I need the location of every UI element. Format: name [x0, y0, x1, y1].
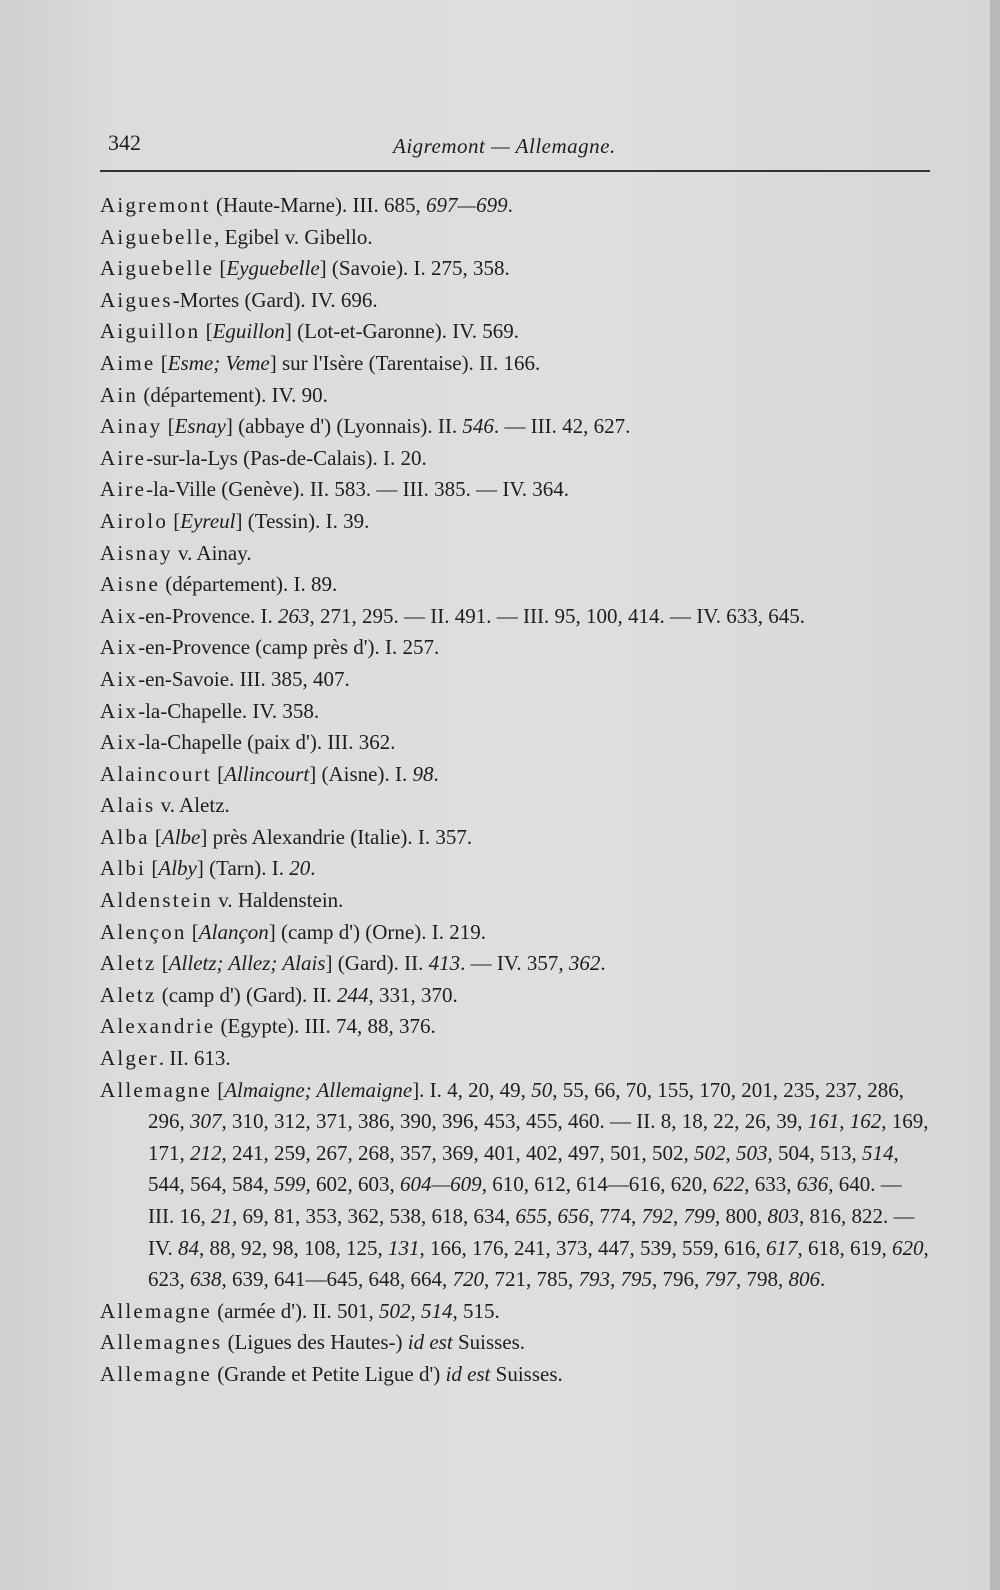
index-entry — [100, 443, 930, 475]
entry-headword: Aiguebelle — [100, 256, 215, 281]
entry-italic-text: 263 — [278, 603, 310, 628]
entry-text: [ — [156, 951, 169, 976]
entry-text: , 602, 603, — [305, 1172, 400, 1197]
entry-text: -en-Savoie. III. 385, 407. — [138, 666, 350, 691]
entry-italic-text: 502 — [694, 1140, 726, 1165]
entry-italic-text: 636 — [796, 1172, 829, 1197]
entry-headword: Alger — [100, 1046, 159, 1071]
entry-text: ] (Tarn). I. — [196, 856, 290, 881]
entry-text: . II. 613. — [158, 1046, 231, 1071]
entry-italic-text: Albe — [161, 824, 201, 849]
entry-text: -la-Ville (Genève). II. 583. — III. 385. — IV. 364. — [146, 477, 570, 502]
index-entry — [100, 980, 930, 1012]
entry-text: . — [600, 951, 606, 976]
entry-text: . — [507, 193, 513, 217]
index-entry — [100, 727, 930, 759]
entry-headword: Alexandrie — [100, 1014, 216, 1039]
entry-headword: Alaincourt — [100, 761, 212, 786]
entry-italic-text: 792 — [641, 1204, 673, 1228]
entry-italic-text: 362 — [568, 951, 601, 976]
entry-headword: Aletz — [100, 951, 157, 976]
entry-text: [ — [168, 508, 181, 533]
entry-italic-text: 244 — [336, 982, 369, 1007]
entry-italic-text: 803 — [767, 1204, 799, 1228]
entry-text: ] (Savoie). I. 275, 358. — [319, 256, 510, 281]
header-rule — [100, 170, 930, 172]
entry-headword: Alençon — [100, 919, 187, 944]
entry-text: , 544, 564, 584, — [148, 1140, 899, 1197]
entry-text: , — [725, 1140, 736, 1165]
entry-text: , 69, 81, 353, 362, 538, 618, 634, — [231, 1204, 516, 1228]
entry-text: , 618, 619, — [797, 1235, 892, 1260]
entry-italic-text: Alby — [158, 856, 197, 881]
entry-text: (armée d'). II. 501, — [211, 1298, 379, 1323]
entry-italic-text: 413 — [428, 951, 461, 976]
entry-text: , 331, 370. — [368, 982, 458, 1007]
entry-text: -en-Provence (camp près d'). I. 257. — [138, 635, 440, 660]
page-edge — [990, 0, 1000, 1590]
entry-text: [ — [214, 256, 227, 281]
index-entry — [100, 569, 930, 601]
entry-text: [ — [211, 761, 225, 786]
entry-text: v. Haldenstein. — [212, 888, 344, 913]
entry-italic-text: 21 — [210, 1204, 232, 1228]
index-entry — [100, 1359, 930, 1391]
entry-text: , 816, 822. — IV. — [148, 1204, 915, 1260]
entry-italic-text: 799 — [683, 1204, 715, 1228]
index-entry — [100, 190, 930, 222]
entry-text: ] près Alexandrie (Italie). I. 357. — [200, 824, 473, 849]
index-entry — [100, 506, 930, 538]
entry-italic-text: 795 — [620, 1267, 652, 1292]
index-entry — [100, 348, 930, 380]
index-entry — [100, 316, 930, 348]
entry-text: (département). I. 89. — [160, 572, 338, 597]
entry-text: , — [672, 1204, 684, 1228]
entry-italic-text: 514 — [420, 1298, 453, 1323]
entry-text: ] (Aisne). I. — [309, 761, 413, 786]
entry-text: , 798, — [736, 1267, 789, 1292]
index-entries — [100, 190, 930, 1391]
entry-text: ] sur l'Isère (Tarentaise). II. 166. — [269, 350, 541, 375]
entry-italic-text: 50 — [531, 1077, 553, 1102]
entry-text: (département). IV. 90. — [138, 382, 328, 407]
entry-italic-text: Esme; Veme — [167, 350, 270, 375]
entry-italic-text: 162 — [849, 1109, 882, 1134]
entry-text: , 633, — [744, 1172, 797, 1197]
index-entry — [100, 474, 930, 506]
entry-text: -sur-la-Lys (Pas-de-Calais). I. 20. — [146, 445, 427, 470]
entry-italic-text: Eyreul — [180, 508, 236, 533]
entry-text: (Egypte). III. 74, 88, 376. — [215, 1014, 436, 1039]
entry-italic-text: 84 — [177, 1235, 199, 1260]
entry-headword: Aigremont — [100, 193, 211, 217]
entry-italic-text: 212 — [190, 1140, 222, 1165]
index-entry — [100, 380, 930, 412]
entry-italic-text: Alançon — [198, 919, 269, 944]
entry-text: [ — [186, 919, 199, 944]
entry-headword: Airolo — [100, 508, 169, 533]
entry-text: , — [410, 1298, 421, 1323]
entry-headword: Aix — [100, 666, 139, 691]
entry-text: [ — [146, 856, 159, 881]
index-entry — [100, 759, 930, 791]
entry-text: , 515. — [452, 1298, 500, 1323]
entry-text: [ — [149, 824, 162, 849]
entry-text: , 640. — III. 16, — [148, 1172, 902, 1228]
entry-italic-text: 604—609 — [400, 1172, 482, 1197]
index-entry — [100, 222, 930, 254]
entry-italic-text: 514 — [862, 1140, 894, 1165]
entry-italic-text: 161 — [807, 1109, 840, 1134]
entry-italic-text: 620 — [891, 1235, 924, 1260]
entry-text: ] (Lot-et-Garonne). IV. 569. — [284, 319, 519, 344]
entry-headword: Alba — [100, 824, 150, 849]
entry-italic-text: 638 — [190, 1267, 222, 1292]
entry-italic-text: 98 — [412, 761, 434, 786]
entry-text: , 796, — [652, 1267, 705, 1292]
entry-text: (Ligues des Hautes-) — [222, 1330, 408, 1355]
entry-text: ] (camp d') (Orne). I. 219. — [268, 919, 486, 944]
entry-italic-text: Alletz; Allez; Alais — [168, 951, 326, 976]
index-entry — [100, 632, 930, 664]
entry-text: , — [839, 1109, 850, 1134]
entry-text: , 241, 259, 267, 268, 357, 369, 401, 402, 497, 501, 502, — [221, 1140, 694, 1165]
entry-headword: Aire — [100, 445, 147, 470]
entry-italic-text: id est — [407, 1330, 453, 1355]
entry-italic-text: 503 — [736, 1140, 768, 1165]
entry-italic-text: 502 — [378, 1298, 411, 1323]
entry-headword: Aisnay — [100, 540, 173, 565]
entry-text: , Egibel v. Gibello. — [214, 224, 373, 249]
entry-italic-text: 797 — [704, 1267, 736, 1292]
entry-italic-text: 546 — [462, 414, 494, 439]
index-entry — [100, 853, 930, 885]
entry-text: (Haute-Marne). III. 685, — [210, 193, 426, 217]
page-number: 342 — [108, 130, 141, 155]
entry-text: , 310, 312, 371, 386, 390, 396, 453, 455, 460. — II. 8, 18, 22, 26, 39, — [221, 1109, 808, 1134]
entry-headword: Ain — [100, 382, 139, 407]
entry-text: -la-Chapelle. IV. 358. — [138, 698, 320, 723]
entry-text: , 774, — [588, 1204, 642, 1228]
entry-italic-text: 720 — [452, 1267, 484, 1292]
entry-text: . — IV. 357, — [460, 951, 569, 976]
entry-italic-text: 806 — [788, 1267, 820, 1292]
entry-italic-text: 617 — [765, 1235, 798, 1260]
entry-text: Suisses. — [490, 1361, 563, 1386]
entry-text: [ — [200, 319, 213, 344]
entry-text: , 169, 171, — [148, 1109, 929, 1165]
index-entry — [100, 1011, 930, 1043]
entry-text: , 610, 612, 614—616, 620, — [481, 1172, 713, 1197]
index-entry — [100, 538, 930, 570]
entry-italic-text: id est — [445, 1361, 491, 1386]
entry-italic-text: 599 — [274, 1172, 306, 1197]
entry-text: , — [546, 1204, 558, 1228]
entry-italic-text: 697—699 — [425, 193, 508, 217]
entry-text: ]. I. 4, 20, 49, — [412, 1077, 532, 1102]
entry-headword: Aletz — [100, 982, 157, 1007]
entry-text: , 504, 513, — [767, 1140, 862, 1165]
index-entry — [100, 885, 930, 917]
entry-text: (camp d') (Gard). II. — [156, 982, 337, 1007]
index-entry — [100, 1327, 930, 1359]
entry-text: , 800, — [714, 1204, 768, 1228]
index-entry — [100, 790, 930, 822]
index-entry — [100, 411, 930, 443]
entry-text: Suisses. — [452, 1330, 526, 1355]
entry-text: , 166, 176, 241, 373, 447, 539, 559, 616, — [419, 1235, 766, 1260]
entry-headword: Ainay — [100, 414, 163, 439]
entry-headword: Aiguebelle — [100, 224, 215, 249]
entry-headword: Allemagne — [100, 1298, 212, 1323]
index-entry — [100, 696, 930, 728]
entry-headword: Aix — [100, 730, 139, 755]
index-entry — [100, 822, 930, 854]
entry-text: . — [310, 856, 316, 881]
index-entry — [100, 664, 930, 696]
entry-text: ] (Tessin). I. 39. — [235, 508, 370, 533]
entry-text: [ — [155, 350, 168, 375]
entry-text: [ — [211, 1077, 225, 1102]
index-entry — [100, 917, 930, 949]
entry-headword: Allemagne — [100, 1077, 212, 1102]
entry-text: . — [433, 761, 439, 786]
entry-italic-text: Almaigne; Allemaigne — [224, 1077, 413, 1102]
index-entry — [100, 253, 930, 285]
running-head: Aigremont — Allemagne. — [393, 134, 616, 158]
entry-text: , 623, — [148, 1235, 929, 1292]
index-entry — [100, 1043, 930, 1075]
entry-italic-text: 655 — [515, 1204, 547, 1228]
entry-headword: Aime — [100, 350, 156, 375]
entry-text: (Grande et Petite Ligue d') — [211, 1361, 446, 1386]
entry-headword: Aigues — [100, 287, 173, 312]
entry-headword: Aire — [100, 477, 147, 502]
index-entry — [100, 948, 930, 980]
entry-text: ] (abbaye d') (Lyonnais). II. — [225, 414, 463, 439]
entry-text: [ — [162, 414, 175, 439]
entry-text: , 271, 295. — II. 491. — III. 95, 100, 414. — IV. 633, 645. — [309, 603, 805, 628]
entry-headword: Aiguillon — [100, 319, 201, 344]
entry-italic-text: 656 — [557, 1204, 589, 1228]
index-entry-allemagne — [100, 1075, 930, 1296]
entry-text: . — [820, 1267, 826, 1292]
entry-italic-text: 307 — [190, 1109, 222, 1134]
index-entry — [100, 285, 930, 317]
entry-headword: Allemagnes — [100, 1330, 223, 1355]
entry-text: -en-Provence. I. — [138, 603, 279, 628]
entry-text: v. Ainay. — [172, 540, 252, 565]
page-header — [108, 128, 928, 164]
index-entry — [100, 1296, 930, 1328]
entry-italic-text: 131 — [387, 1235, 420, 1260]
entry-text: -la-Chapelle (paix d'). III. 362. — [138, 730, 396, 755]
entry-italic-text: 20 — [289, 856, 311, 881]
entry-headword: Aix — [100, 698, 139, 723]
entry-text: , 55, 66, 70, 155, 170, 201, 235, 237, 286, 296, — [148, 1077, 904, 1134]
entry-headword: Albi — [100, 856, 147, 881]
entry-headword: Allemagne — [100, 1361, 212, 1386]
entry-text: , 88, 92, 98, 108, 125, — [198, 1235, 388, 1260]
entry-italic-text: Eguillon — [212, 319, 285, 344]
entry-text: , — [610, 1267, 621, 1292]
entry-italic-text: Allincourt — [224, 761, 310, 786]
entry-italic-text: 622 — [712, 1172, 745, 1197]
index-entry — [100, 601, 930, 633]
entry-headword: Aisne — [100, 572, 160, 597]
entry-text: , 721, 785, — [484, 1267, 579, 1292]
entry-headword: Aix — [100, 635, 139, 660]
entry-text: , 639, 641—645, 648, 664, — [221, 1267, 453, 1292]
entry-italic-text: Esnay — [174, 414, 226, 439]
entry-text: . — III. 42, 627. — [493, 414, 631, 439]
entry-text: v. Aletz. — [155, 793, 230, 818]
entry-text: ] (Gard). II. — [325, 951, 429, 976]
entry-italic-text: 793 — [578, 1267, 610, 1292]
entry-text: -Mortes (Gard). IV. 696. — [172, 287, 378, 312]
entry-italic-text: Eyguebelle — [226, 256, 320, 281]
entry-headword: Alais — [100, 793, 156, 818]
entry-headword: Aix — [100, 603, 139, 628]
entry-headword: Aldenstein — [100, 888, 213, 913]
